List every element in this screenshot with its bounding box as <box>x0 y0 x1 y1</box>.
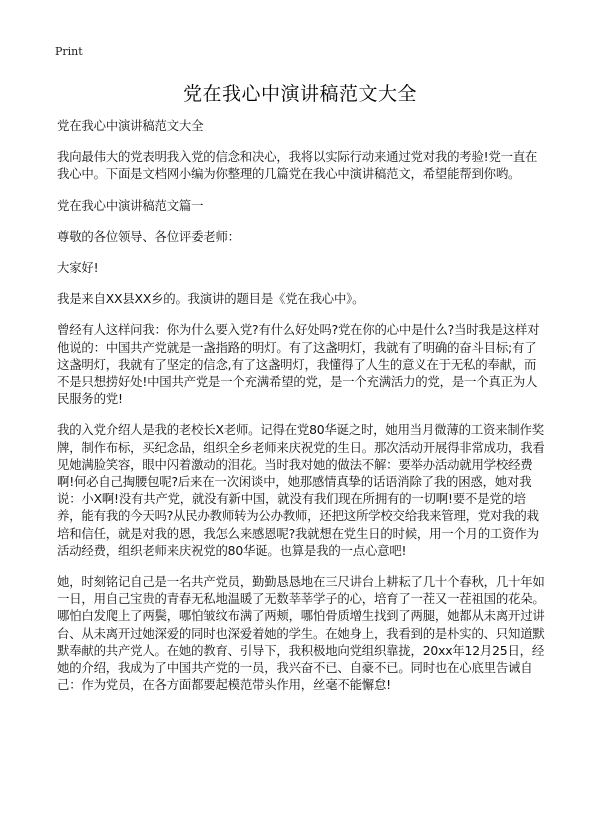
subtitle: 党在我心中演讲稿范文大全 <box>57 118 204 133</box>
body-paragraph: 她，时刻铭记自己是一名共产党员，勤勤恳恳地在三尺讲台上耕耘了几十个春秋，几十年如一日，用自己宝贵的青春无私地温暖了无数莘莘学子的心，培育了一茬又一茬祖国的花朵。哪怕白发爬上了两鬓，哪怕皱纹布满了两颊，哪怕骨质增生找到了两腿，她都从未离开过讲台、从未离开过她深爱的同时也深爱着她的学生。在她身上，我看到的是朴实的、只知道默默奉献的共产党人。在她的教育、引导下，我积极地向党组织靠拢，20xx年12月25日，经她的介绍，我成为了中国共产党的一员，我兴奋不已、自豪不已。同时也在心底里告诫自己：作为党员，在各方面都要起模范带头作用，丝毫不能懈怠! <box>57 574 545 693</box>
article-body <box>57 117 548 707</box>
speaker-introduction: 我是来自XX县XX乡的。我演讲的题目是《党在我心中》。 <box>57 291 365 307</box>
page-title: 党在我心中演讲稿范文大全 <box>182 83 417 105</box>
greeting: 大家好! <box>57 260 99 276</box>
body-paragraph: 我的入党介绍人是我的老校长X老师。记得在党80华诞之时，她用当月微薄的工资来制作奖牌，制作布标，买纪念品，组织全乡老师来庆祝党的生日。那次活动开展得非常成功，我看见她满脸笑容，眼中闪着激动的泪花。当时我对她的做法不解：要举办活动就用学校经费啊!何必自己掏腰包呢?后来在一次闲谈中，她那感情真挚的话语消除了我的困惑，她对我说：小X啊!没有共产党，就没有新中国，就没有我们现在所拥有的一切啊!要不是党的培养，能有我的今天吗?从民办教师转为公办教师，还把这所学校交给我来管理，党对我的栽培和信任，就是对我的恩，我怎么来感恩呢?我就想在党生日的时候，用一个月的工资作为活动经费，组织老师来庆祝党的80华诞。也算是我的一点心意吧! <box>57 422 545 558</box>
print-link[interactable]: Print <box>55 45 83 58</box>
salutation: 尊敬的各位领导、各位评委老师： <box>57 228 240 244</box>
section-heading: 党在我心中演讲稿范文篇一 <box>57 197 204 213</box>
body-paragraph: 曾经有人这样问我：你为什么要入党?有什么好处吗?党在你的心中是什么?当时我是这样对他说的：中国共产党就是一盏指路的明灯。有了这盏明灯，我就有了明确的奋斗目标;有了这盏明灯，我就有了坚定的信念,有了这盏明灯，我懂得了人生的意义在于无私的奉献，而不是只想捞好处!中国共产党是一个充满希望的党，是一个充满活力的党，是一个真正为人民服务的党! <box>57 322 540 407</box>
intro-paragraph: 我向最伟大的党表明我入党的信念和决心，我将以实际行动来通过党对我的考验!党一直在我心中。下面是文档网小编为你整理的几篇党在我心中演讲稿范文，希望能帮到你哟。 <box>57 149 538 182</box>
